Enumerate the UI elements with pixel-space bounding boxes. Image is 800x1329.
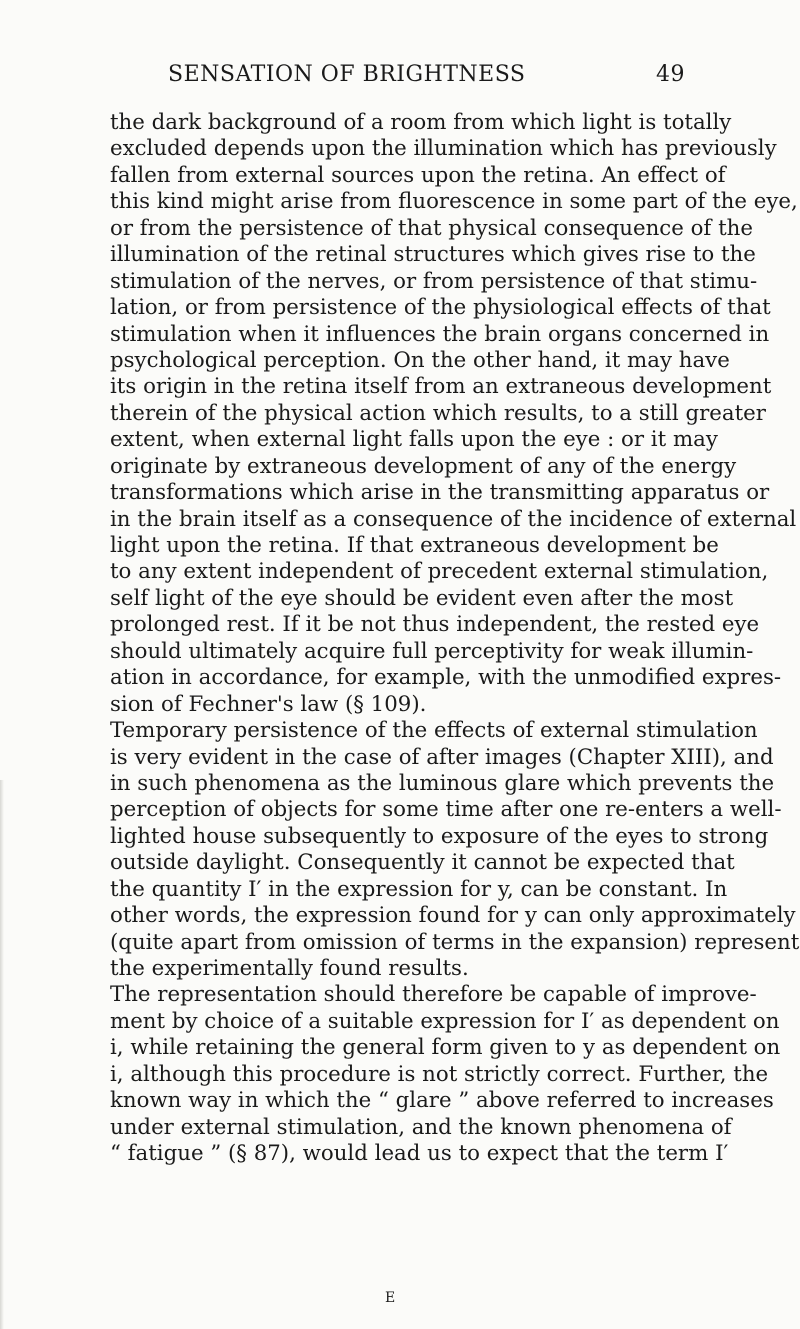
text-line: prolonged rest. If it be not thus independent, the rested eye xyxy=(110,612,760,638)
text-line: this kind might arise from fluorescence in some part of the eye, xyxy=(110,189,798,215)
text-line: is very evident in the case of after images (Chapter XIII), and xyxy=(110,744,774,770)
page-number: 49 xyxy=(656,62,685,87)
text-line: stimulation when it influences the brain organs concerned in xyxy=(110,321,770,347)
text-line: originate by extraneous development of any of the energy xyxy=(110,453,737,479)
text-line: lighted house subsequently to exposure of the eyes to strong xyxy=(110,823,769,849)
page-edge-shadow xyxy=(0,780,4,1329)
body-text xyxy=(110,110,800,1168)
text-line: under external stimulation, and the known phenomena of xyxy=(110,1114,732,1140)
text-line: other words, the expression found for y can only approximately xyxy=(110,903,796,929)
text-line: self light of the eye should be evident even after the most xyxy=(110,585,734,611)
text-line: in such phenomena as the luminous glare which prevents the xyxy=(110,770,775,796)
text-line-paragraph-end: sion of Fechner's law (§ 109). xyxy=(110,691,427,717)
text-line: outside daylight. Consequently it cannot be expected that xyxy=(110,850,735,876)
page-header xyxy=(110,62,685,98)
text-line: transformations which arise in the transmitting apparatus or xyxy=(110,480,770,506)
text-line: extent, when external light falls upon the eye : or it may xyxy=(110,427,718,453)
text-line: perception of objects for some time after one re-enters a well- xyxy=(110,797,782,823)
text-line: light upon the retina. If that extraneous development be xyxy=(110,533,719,558)
text-line: ation in accordance, for example, with the unmodified expres- xyxy=(110,665,782,691)
text-line: should ultimately acquire full perceptivity for weak illumin- xyxy=(110,638,754,664)
text-line: the quantity I′ in the expression for y, can be constant. In xyxy=(110,876,728,902)
text-line: lation, or from persistence of the physiological effects of that xyxy=(110,295,771,321)
running-title: SENSATION OF BRIGHTNESS xyxy=(168,62,526,87)
text-line: or from the persistence of that physical consequence of the xyxy=(110,215,753,241)
text-line: i, while retaining the general form given to y as dependent on xyxy=(110,1035,781,1061)
text-line: in the brain itself as a consequence of the incidence of external xyxy=(110,506,797,532)
text-line: stimulation of the nerves, or from persistence of that stimu- xyxy=(110,268,758,294)
text-line: illumination of the retinal structures which gives rise to the xyxy=(110,242,756,268)
text-line: psychological perception. On the other hand, it may have xyxy=(110,347,730,373)
text-line-paragraph-end: the experimentally found results. xyxy=(110,956,469,981)
text-line-paragraph-start: Temporary persistence of the effects of external stimulation xyxy=(110,718,758,744)
text-line: (quite apart from omission of terms in the expansion) represent xyxy=(110,929,800,955)
text-line: known way in which the “ glare ” above referred to increases xyxy=(110,1088,774,1114)
text-line: excluded depends upon the illumination which has previously xyxy=(110,136,777,162)
text-line: to any extent independent of precedent external stimulation, xyxy=(110,559,769,585)
text-line: the dark background of a room from which light is totally xyxy=(110,110,732,135)
text-line: fallen from external sources upon the retina. An effect of xyxy=(110,162,726,188)
text-line: “ fatigue ” (§ 87), would lead us to expect that the term I′ xyxy=(110,1141,729,1167)
text-line: its origin in the retina itself from an extraneous development xyxy=(110,374,772,400)
text-line-paragraph-start: The representation should therefore be capable of improve- xyxy=(110,982,757,1008)
signature-mark: E xyxy=(385,1290,397,1306)
text-line: ment by choice of a suitable expression for I′ as dependent on xyxy=(110,1008,780,1034)
text-line: therein of the physical action which results, to a still greater xyxy=(110,400,766,426)
text-line: i, although this procedure is not strictly correct. Further, the xyxy=(110,1061,769,1087)
